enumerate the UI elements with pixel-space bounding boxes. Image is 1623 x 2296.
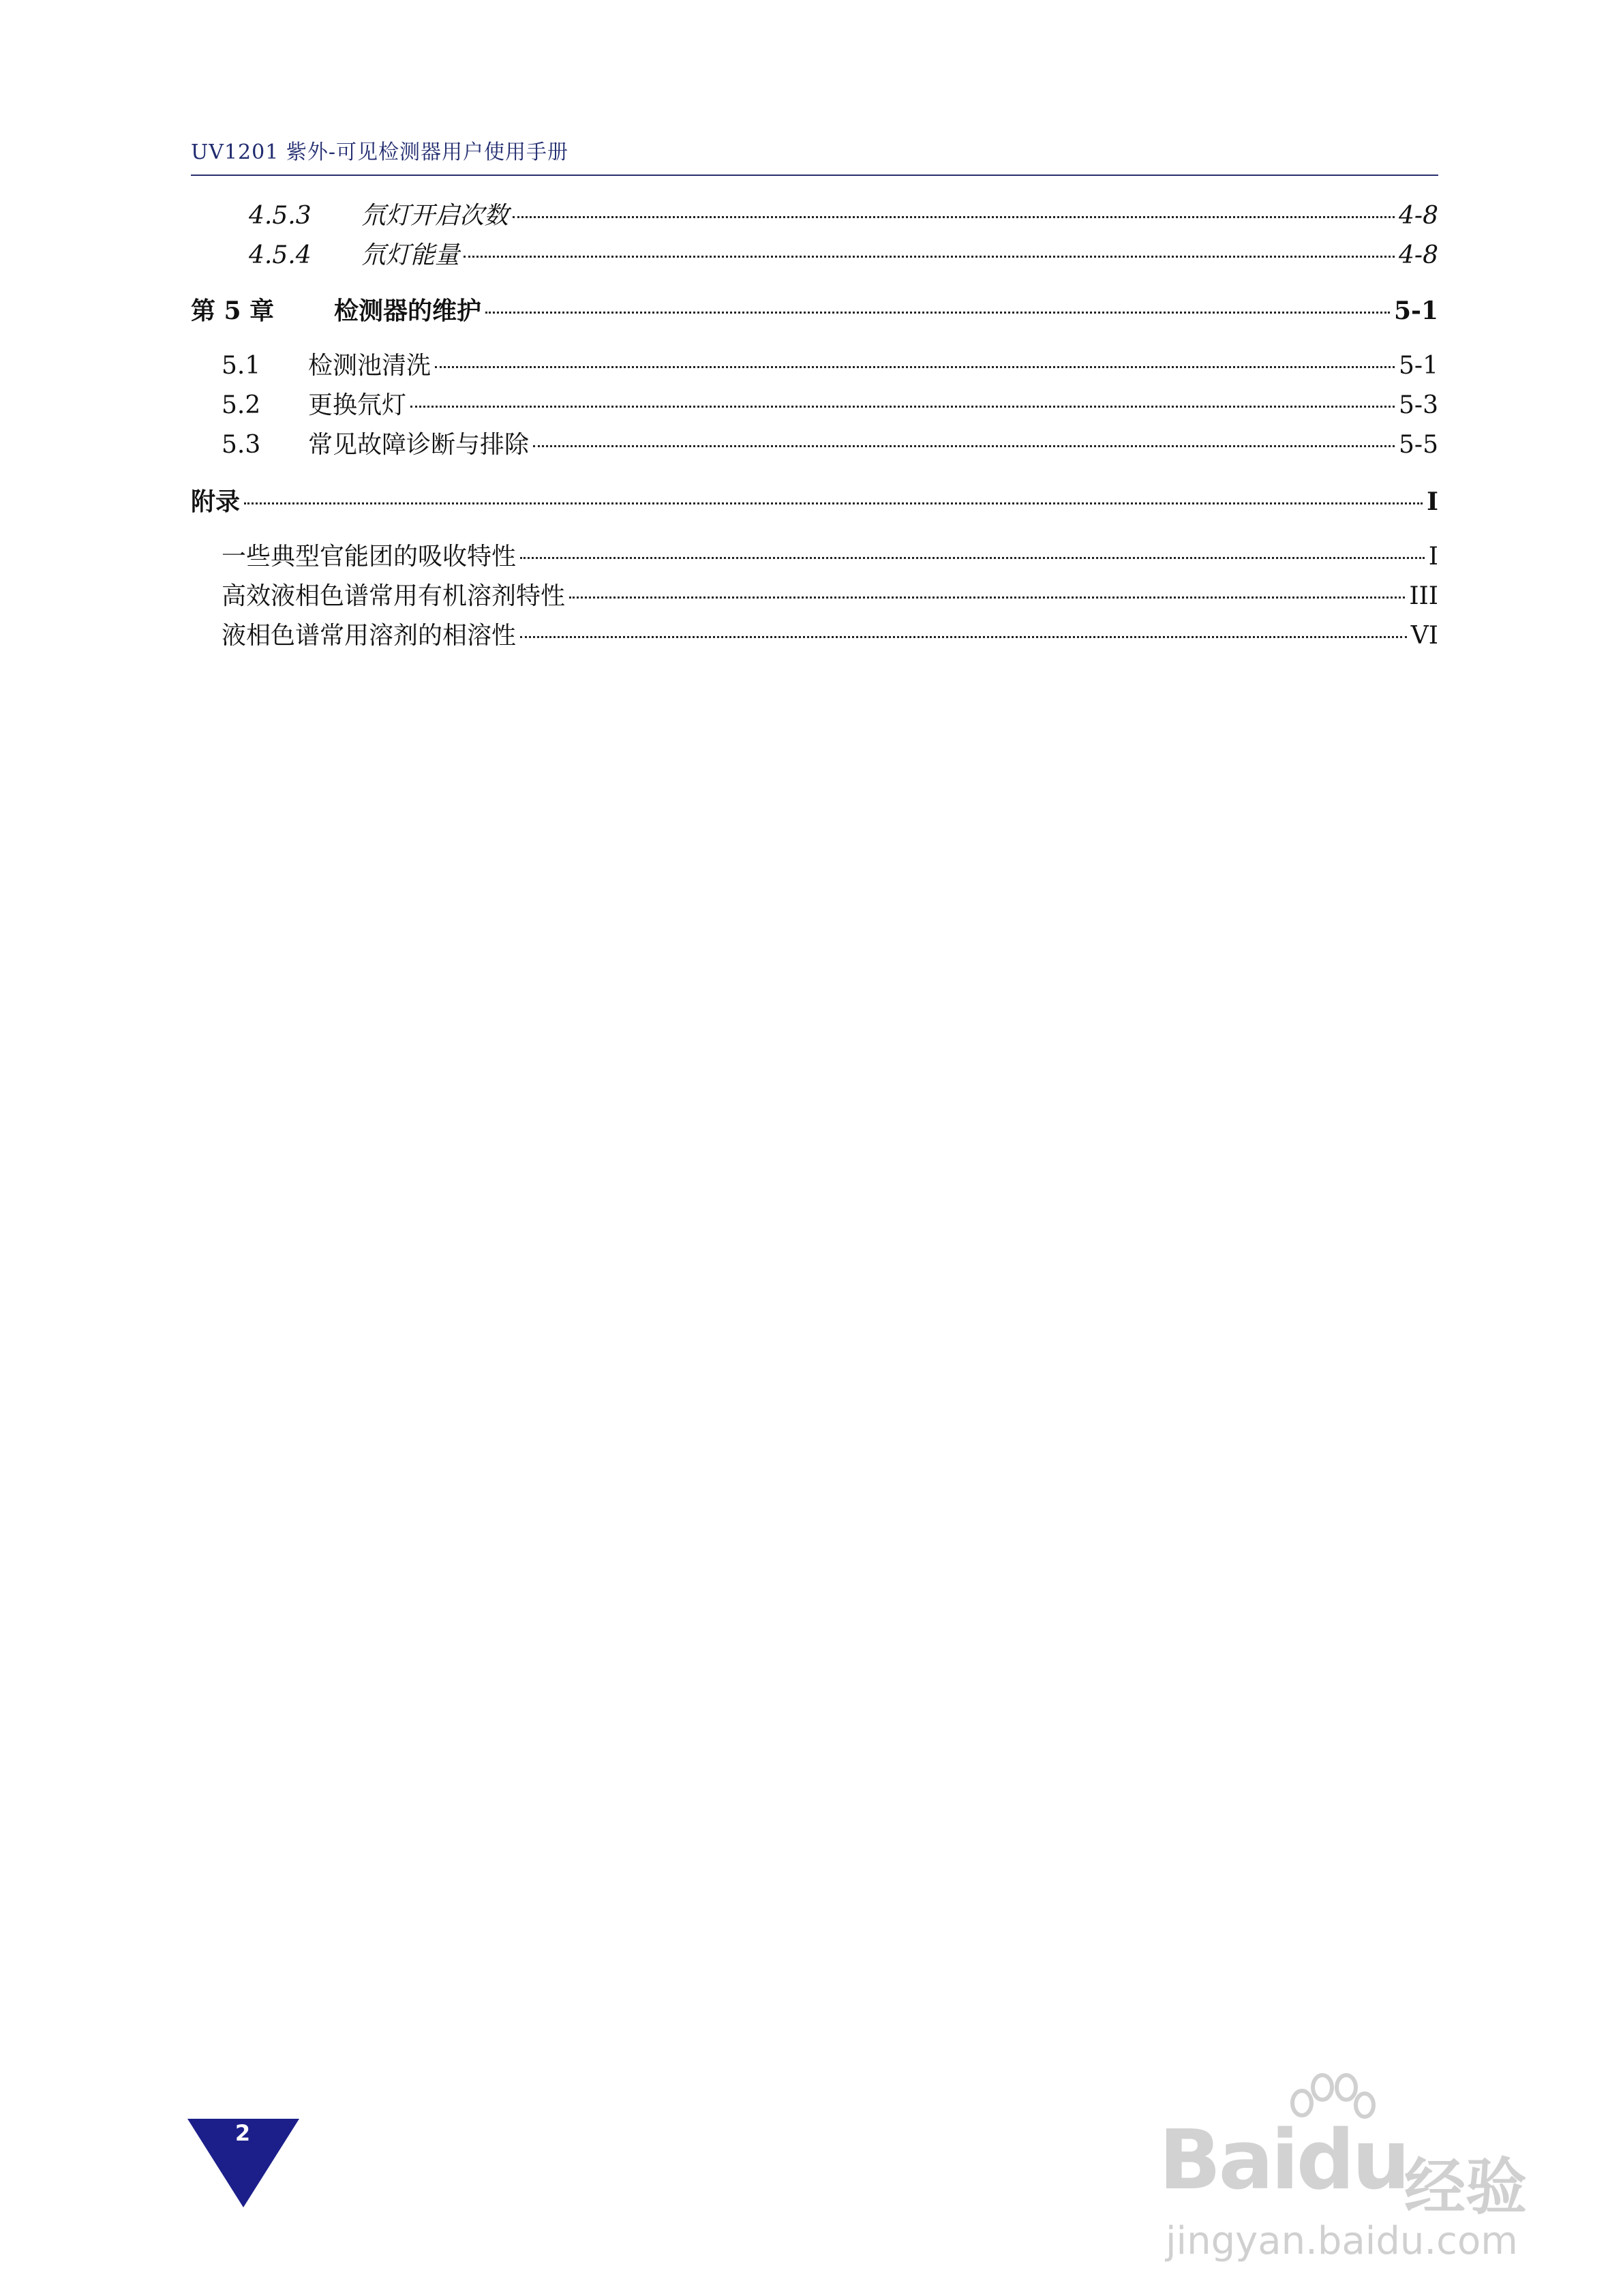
toc-entry-page: 5-5 xyxy=(1399,431,1438,459)
toc-appendix-item-1[interactable] xyxy=(222,537,1438,573)
toc-entry-number: 5.1 xyxy=(222,352,261,380)
watermark-logo-text: Baidu xyxy=(1159,2113,1408,2208)
dot-leader xyxy=(435,366,1395,368)
header-rule xyxy=(191,175,1438,176)
toc-entry-title: 一些典型官能团的吸收特性 xyxy=(222,543,517,571)
toc-entry-number: 4.5.4 xyxy=(249,241,312,269)
toc-entry-number: 4.5.3 xyxy=(249,202,312,230)
toc-chapter-title: 检测器的维护 xyxy=(334,297,482,325)
toc-appendix[interactable] xyxy=(191,483,1438,518)
toc-entry-title: 常见故障诊断与排除 xyxy=(308,431,530,459)
toc-entry-page: III xyxy=(1409,582,1438,610)
toc-entry-4-5-3[interactable] xyxy=(249,196,1438,232)
toc-appendix-item-2[interactable] xyxy=(222,577,1438,612)
dot-leader xyxy=(244,502,1423,504)
toc-entry-title: 检测池清洗 xyxy=(308,352,431,380)
page-number: 2 xyxy=(234,2120,251,2146)
toc-entry-title: 氘灯开启次数 xyxy=(361,202,509,230)
toc-entry-title: 高效液相色谱常用有机溶剂特性 xyxy=(222,582,566,610)
running-header: UV1201 紫外-可见检测器用户使用手册 xyxy=(191,140,568,164)
watermark-url: jingyan.baidu.com xyxy=(1166,2219,1518,2263)
toc-entry-title: 更换氘灯 xyxy=(308,391,407,419)
dot-leader xyxy=(520,557,1425,559)
toc-entry-page: 5-3 xyxy=(1399,391,1438,419)
dot-leader xyxy=(485,312,1390,314)
dot-leader xyxy=(464,256,1395,258)
baidu-jingyan-watermark xyxy=(1159,2072,1568,2277)
watermark-label: 经验 xyxy=(1404,2151,1527,2223)
toc-entry-page: 4-8 xyxy=(1399,202,1438,230)
dot-leader xyxy=(410,406,1395,408)
dot-leader xyxy=(533,445,1395,447)
toc-entry-5-3[interactable] xyxy=(222,425,1438,461)
toc-appendix-item-3[interactable] xyxy=(222,616,1438,652)
toc-entry-5-2[interactable] xyxy=(222,386,1438,421)
toc-entry-page: I xyxy=(1428,543,1438,571)
toc-entry-page: 5-1 xyxy=(1399,352,1438,380)
toc-appendix-page: I xyxy=(1427,487,1438,516)
toc-entry-number: 5.3 xyxy=(222,431,261,459)
dot-leader xyxy=(569,596,1405,599)
toc-entry-5-1[interactable] xyxy=(222,346,1438,382)
toc-chapter-page: 5-1 xyxy=(1393,297,1438,325)
toc-chapter-5[interactable] xyxy=(191,292,1438,327)
toc-entry-page: 4-8 xyxy=(1399,241,1438,269)
toc-appendix-title: 附录 xyxy=(191,487,241,516)
toc-entry-title: 氘灯能量 xyxy=(361,241,460,269)
dot-leader xyxy=(513,216,1395,218)
dot-leader xyxy=(520,636,1407,638)
toc-entry-title: 液相色谱常用溶剂的相溶性 xyxy=(222,622,517,650)
toc-entry-page: VI xyxy=(1410,622,1438,650)
toc-entry-4-5-4[interactable] xyxy=(249,236,1438,271)
toc-chapter-number: 第 5 章 xyxy=(191,297,275,325)
toc-entry-number: 5.2 xyxy=(222,391,261,419)
